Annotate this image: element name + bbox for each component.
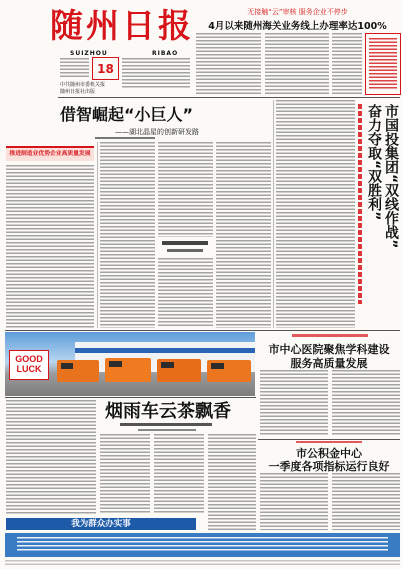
body-text	[260, 473, 328, 530]
public-notice-box	[5, 533, 400, 557]
vertical-story-headline	[365, 104, 399, 330]
truck	[57, 360, 99, 382]
body-text	[332, 473, 400, 530]
body-text	[260, 370, 328, 436]
masthead-pinyin-left: SUIZHOU	[70, 50, 108, 57]
body-text	[332, 33, 362, 95]
top-story-headline: 4月以来随州海关业务线上办理率达100%	[208, 21, 387, 32]
byline	[138, 429, 196, 431]
body-text	[276, 100, 355, 328]
section-rule	[5, 330, 400, 331]
vertical-story-kicker	[358, 104, 362, 304]
masthead-title: 随州日报	[50, 6, 194, 45]
fund-headline-line1: 市公积金中心	[296, 447, 362, 460]
red-notice-text	[369, 38, 397, 90]
fund-headline-line2: 一季度各项指标运行良好	[268, 460, 390, 473]
brand-logo-box	[9, 350, 49, 380]
vertical-headline-part2: 奋力夺取“双胜利”	[366, 104, 382, 221]
masthead-publisher: 随州日报社出版	[60, 89, 96, 95]
section-rule	[58, 97, 400, 98]
column-divider	[97, 142, 98, 328]
body-text	[158, 142, 213, 237]
campaign-banner: 我为群众办实事	[6, 518, 196, 530]
lead-story-subtitle: ——湖北晶星的创新研发路	[115, 128, 199, 136]
masthead-organ: 中共随州市委机关报	[60, 82, 106, 88]
hospital-story-kicker	[292, 334, 368, 337]
top-story-kicker: 无接触“云”审核 服务企业不停步	[247, 8, 348, 16]
masthead-pinyin-right: RIBAO	[152, 50, 179, 57]
body-text	[208, 434, 256, 530]
fund-story-kicker	[296, 441, 362, 443]
subheading	[162, 241, 208, 245]
section-rule	[258, 439, 400, 440]
body-text	[100, 434, 150, 514]
truck	[105, 358, 151, 382]
side-box-title: 推进制造业优势企业高质量发展	[6, 146, 94, 161]
body-text	[332, 370, 400, 436]
section-rule	[5, 397, 256, 398]
tea-story-subtitle	[120, 423, 212, 426]
masthead-contact-text	[122, 58, 190, 88]
body-text	[6, 165, 94, 328]
truck	[157, 359, 201, 382]
footer-text	[5, 560, 400, 566]
lead-story-headline: 借智崛起“小巨人”	[60, 105, 194, 124]
hospital-headline-line1: 市中心医院聚焦学科建设	[268, 343, 390, 356]
tea-story-headline: 烟雨车云茶飘香	[105, 401, 231, 422]
body-text	[154, 434, 204, 514]
truck	[207, 360, 251, 382]
body-text	[196, 33, 261, 95]
body-text	[216, 142, 271, 328]
public-notice-text	[17, 537, 388, 553]
truck-photo	[5, 332, 255, 396]
building-stripe	[75, 348, 255, 353]
brand-logo: GOOD LUCK	[15, 354, 43, 374]
column-divider	[273, 100, 274, 328]
body-text	[100, 142, 155, 328]
hospital-headline-line2: 服务高质量发展	[290, 357, 368, 370]
body-text	[265, 33, 329, 95]
vertical-headline-part1: 市国投集团“双线作战”	[383, 104, 399, 249]
red-notice-box	[365, 33, 401, 95]
byline	[95, 137, 155, 139]
body-text	[158, 258, 213, 328]
subheading	[167, 249, 203, 252]
date-day: 18	[97, 62, 114, 76]
masthead-info-text	[60, 58, 89, 78]
body-text	[6, 400, 96, 514]
date-box	[92, 57, 119, 80]
